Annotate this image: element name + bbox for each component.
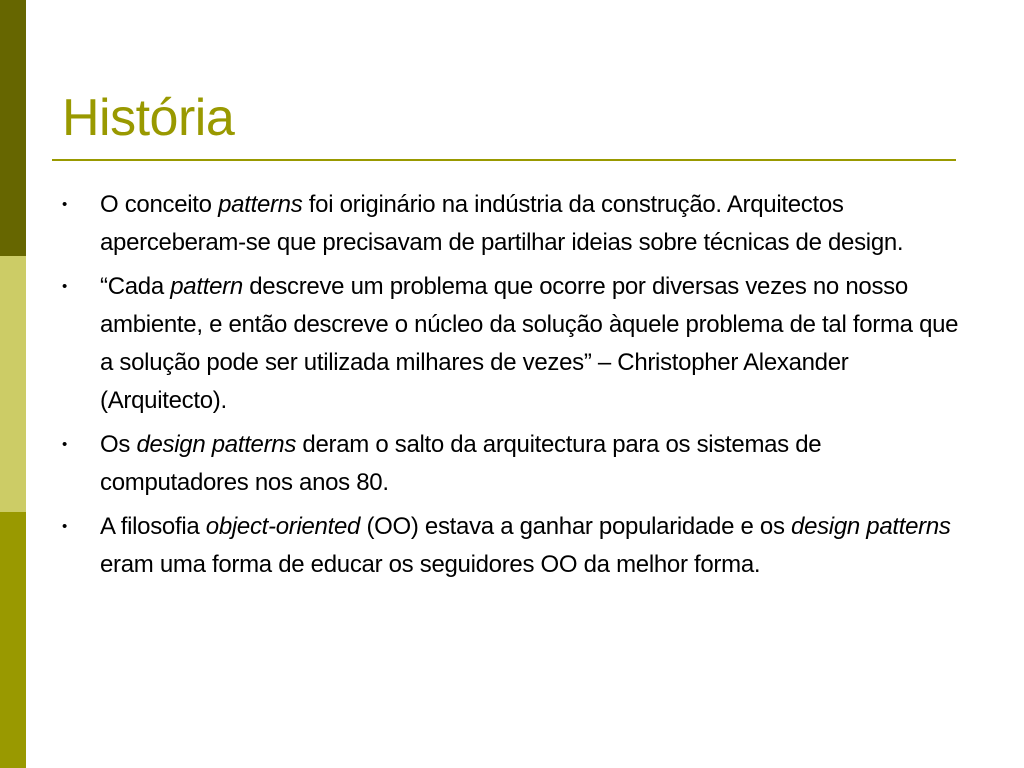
sidebar-segment-light [0, 256, 26, 512]
bullet-item [62, 508, 967, 584]
bullet-dot-icon: • [62, 518, 67, 535]
bullet-item [62, 186, 967, 262]
bullet-text: (OO) estava a ganhar popularidade e os [360, 513, 792, 540]
slide-title: História [62, 89, 235, 147]
bullet-emphasis: pattern [170, 273, 243, 300]
title-underline [52, 159, 956, 161]
bullet-emphasis: patterns [218, 191, 303, 218]
bullet-emphasis: design patterns [791, 513, 951, 540]
bullet-list [62, 186, 967, 590]
bullet-text: descreve um problema que ocorre por diversas vezes no nosso ambiente, e então descreve o núcleo da solução àquele problema de tal forma que a solução pode ser utilizada milhares de vezes” – Christopher Alexander (Arquitecto). [100, 273, 959, 414]
bullet-text: eram uma forma de educar os seguidores OO da melhor forma. [100, 551, 761, 578]
bullet-emphasis: design patterns [136, 431, 297, 458]
bullet-emphasis: object-oriented [205, 513, 361, 540]
bullet-text: “Cada [100, 273, 171, 300]
bullet-text: foi originário na indústria da construção. Arquitectos aperceberam-se que precisavam de partilhar ideias sobre técnicas de design. [100, 191, 904, 256]
bullet-item [62, 268, 967, 420]
bullet-text: A filosofia [100, 513, 206, 540]
bullet-item [62, 426, 967, 502]
decorative-sidebar [0, 0, 26, 768]
bullet-dot-icon: • [62, 278, 67, 295]
sidebar-segment-dark [0, 0, 26, 256]
bullet-dot-icon: • [62, 436, 67, 453]
bullet-text: O conceito [100, 191, 219, 218]
bullet-text: deram o salto da arquitectura para os sistemas de computadores nos anos 80. [100, 431, 822, 496]
bullet-text: Os [100, 431, 137, 458]
bullet-dot-icon: • [62, 196, 67, 213]
sidebar-segment-medium [0, 512, 26, 768]
